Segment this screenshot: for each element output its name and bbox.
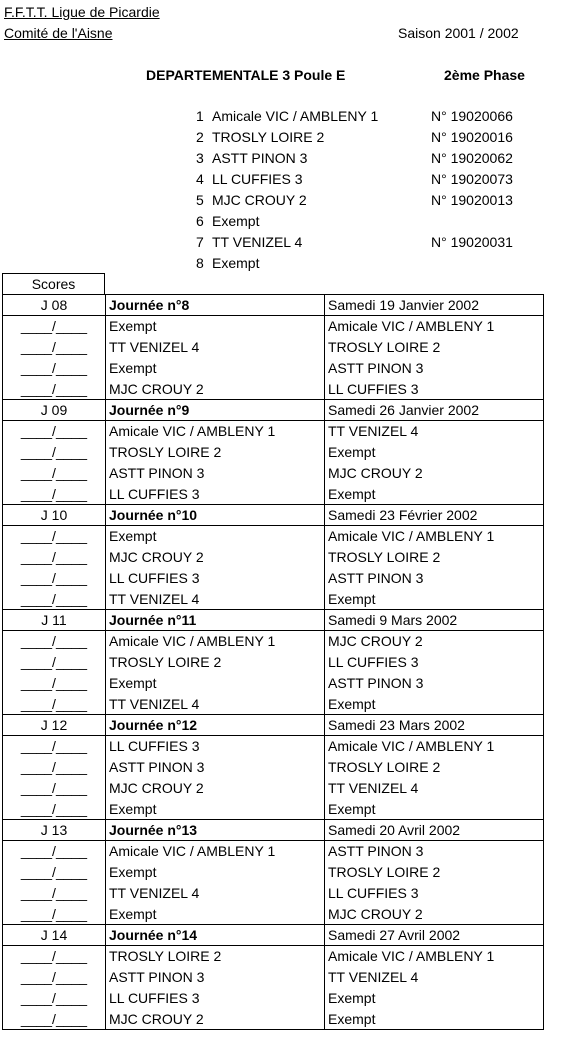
away-team: ASTT PINON 3 (325, 841, 544, 862)
team-name: LL CUFFIES 3 (212, 171, 303, 187)
round-date: Samedi 9 Mars 2002 (325, 610, 544, 631)
home-team: Exempt (106, 526, 325, 547)
match-row (3, 694, 544, 715)
team-number: 3 (196, 150, 204, 166)
round-date: Samedi 23 Mars 2002 (325, 715, 544, 736)
away-team: Amicale VIC / AMBLENY 1 (325, 316, 544, 337)
home-team: TT VENIZEL 4 (106, 883, 325, 904)
score-blank: ____/____ (3, 379, 106, 400)
match-row (3, 967, 544, 988)
home-team: MJC CROUY 2 (106, 1009, 325, 1030)
away-team: TT VENIZEL 4 (325, 421, 544, 442)
home-team: TT VENIZEL 4 (106, 337, 325, 358)
round-title: Journée n°14 (106, 925, 325, 946)
score-blank: ____/____ (3, 568, 106, 589)
team-registration: N° 19020016 (431, 129, 513, 145)
round-header-row (3, 505, 544, 526)
away-team: Amicale VIC / AMBLENY 1 (325, 526, 544, 547)
match-row (3, 841, 544, 862)
match-row (3, 988, 544, 1009)
match-row (3, 337, 544, 358)
score-blank: ____/____ (3, 841, 106, 862)
away-team: TROSLY LOIRE 2 (325, 337, 544, 358)
round-code: J 08 (3, 295, 106, 316)
away-team: TT VENIZEL 4 (325, 778, 544, 799)
round-code: J 12 (3, 715, 106, 736)
match-row (3, 904, 544, 925)
score-blank: ____/____ (3, 442, 106, 463)
away-team: Exempt (325, 484, 544, 505)
committee-title: Comité de l'Aisne (4, 25, 113, 41)
score-blank: ____/____ (3, 652, 106, 673)
round-title: Journée n°11 (106, 610, 325, 631)
home-team: LL CUFFIES 3 (106, 568, 325, 589)
team-name: Exempt (212, 213, 260, 229)
match-row (3, 358, 544, 379)
team-registration: N° 19020073 (431, 171, 513, 187)
score-blank: ____/____ (3, 484, 106, 505)
score-blank: ____/____ (3, 967, 106, 988)
home-team: TROSLY LOIRE 2 (106, 946, 325, 967)
team-name: ASTT PINON 3 (212, 150, 308, 166)
match-row (3, 568, 544, 589)
scores-header: Scores (2, 273, 105, 294)
away-team: LL CUFFIES 3 (325, 652, 544, 673)
away-team: LL CUFFIES 3 (325, 883, 544, 904)
round-date: Samedi 26 Janvier 2002 (325, 400, 544, 421)
team-registration: N° 19020031 (431, 234, 513, 250)
score-blank: ____/____ (3, 694, 106, 715)
away-team: Exempt (325, 1009, 544, 1030)
home-team: Amicale VIC / AMBLENY 1 (106, 631, 325, 652)
team-name: TT VENIZEL 4 (212, 234, 303, 250)
round-title: Journée n°9 (106, 400, 325, 421)
team-registration: N° 19020066 (431, 108, 513, 124)
match-row (3, 673, 544, 694)
schedule-table (2, 294, 544, 1030)
round-date: Samedi 20 Avril 2002 (325, 820, 544, 841)
away-team: Exempt (325, 442, 544, 463)
round-code: J 10 (3, 505, 106, 526)
round-title: Journée n°8 (106, 295, 325, 316)
home-team: LL CUFFIES 3 (106, 484, 325, 505)
team-number: 4 (196, 171, 204, 187)
home-team: Amicale VIC / AMBLENY 1 (106, 421, 325, 442)
division-title: DEPARTEMENTALE 3 Poule E (146, 67, 346, 83)
match-row (3, 862, 544, 883)
round-title: Journée n°10 (106, 505, 325, 526)
score-blank: ____/____ (3, 799, 106, 820)
home-team: MJC CROUY 2 (106, 778, 325, 799)
away-team: ASTT PINON 3 (325, 358, 544, 379)
match-row (3, 463, 544, 484)
round-header-row (3, 820, 544, 841)
team-number: 5 (196, 192, 204, 208)
match-row (3, 1009, 544, 1030)
match-row (3, 799, 544, 820)
round-header-row (3, 295, 544, 316)
score-blank: ____/____ (3, 589, 106, 610)
match-row (3, 757, 544, 778)
match-row (3, 631, 544, 652)
home-team: Exempt (106, 673, 325, 694)
home-team: TT VENIZEL 4 (106, 589, 325, 610)
away-team: Exempt (325, 988, 544, 1009)
match-row (3, 589, 544, 610)
away-team: ASTT PINON 3 (325, 568, 544, 589)
match-row (3, 778, 544, 799)
round-code: J 13 (3, 820, 106, 841)
team-number: 6 (196, 213, 204, 229)
score-blank: ____/____ (3, 883, 106, 904)
score-blank: ____/____ (3, 421, 106, 442)
home-team: Amicale VIC / AMBLENY 1 (106, 841, 325, 862)
score-blank: ____/____ (3, 946, 106, 967)
away-team: TROSLY LOIRE 2 (325, 757, 544, 778)
score-blank: ____/____ (3, 862, 106, 883)
home-team: MJC CROUY 2 (106, 379, 325, 400)
team-number: 7 (196, 234, 204, 250)
home-team: TT VENIZEL 4 (106, 694, 325, 715)
home-team: TROSLY LOIRE 2 (106, 652, 325, 673)
round-date: Samedi 23 Février 2002 (325, 505, 544, 526)
score-blank: ____/____ (3, 988, 106, 1009)
match-row (3, 736, 544, 757)
match-row (3, 421, 544, 442)
match-row (3, 547, 544, 568)
team-registration: N° 19020062 (431, 150, 513, 166)
home-team: MJC CROUY 2 (106, 547, 325, 568)
away-team: TT VENIZEL 4 (325, 967, 544, 988)
round-header-row (3, 925, 544, 946)
round-header-row (3, 610, 544, 631)
home-team: Exempt (106, 316, 325, 337)
round-title: Journée n°13 (106, 820, 325, 841)
score-blank: ____/____ (3, 337, 106, 358)
home-team: Exempt (106, 799, 325, 820)
away-team: ASTT PINON 3 (325, 673, 544, 694)
score-blank: ____/____ (3, 526, 106, 547)
round-date: Samedi 19 Janvier 2002 (325, 295, 544, 316)
home-team: Exempt (106, 904, 325, 925)
away-team: Amicale VIC / AMBLENY 1 (325, 946, 544, 967)
score-blank: ____/____ (3, 1009, 106, 1030)
home-team: ASTT PINON 3 (106, 757, 325, 778)
round-code: J 14 (3, 925, 106, 946)
score-blank: ____/____ (3, 904, 106, 925)
score-blank: ____/____ (3, 547, 106, 568)
round-code: J 11 (3, 610, 106, 631)
home-team: LL CUFFIES 3 (106, 736, 325, 757)
away-team: TROSLY LOIRE 2 (325, 862, 544, 883)
score-blank: ____/____ (3, 736, 106, 757)
away-team: MJC CROUY 2 (325, 463, 544, 484)
round-title: Journée n°12 (106, 715, 325, 736)
round-code: J 09 (3, 400, 106, 421)
home-team: ASTT PINON 3 (106, 463, 325, 484)
away-team: LL CUFFIES 3 (325, 379, 544, 400)
team-name: TROSLY LOIRE 2 (212, 129, 325, 145)
team-name: Amicale VIC / AMBLENY 1 (212, 108, 379, 124)
away-team: MJC CROUY 2 (325, 904, 544, 925)
away-team: Exempt (325, 694, 544, 715)
score-blank: ____/____ (3, 631, 106, 652)
round-header-row (3, 400, 544, 421)
team-registration: N° 19020013 (431, 192, 513, 208)
team-name: Exempt (212, 255, 260, 271)
team-number: 1 (196, 108, 204, 124)
away-team: Amicale VIC / AMBLENY 1 (325, 736, 544, 757)
team-name: MJC CROUY 2 (212, 192, 307, 208)
home-team: TROSLY LOIRE 2 (106, 442, 325, 463)
team-number: 8 (196, 255, 204, 271)
home-team: ASTT PINON 3 (106, 967, 325, 988)
away-team: MJC CROUY 2 (325, 631, 544, 652)
round-date: Samedi 27 Avril 2002 (325, 925, 544, 946)
match-row (3, 946, 544, 967)
home-team: Exempt (106, 358, 325, 379)
round-header-row (3, 715, 544, 736)
match-row (3, 442, 544, 463)
home-team: Exempt (106, 862, 325, 883)
match-row (3, 652, 544, 673)
match-row (3, 316, 544, 337)
home-team: LL CUFFIES 3 (106, 988, 325, 1009)
team-number: 2 (196, 129, 204, 145)
score-blank: ____/____ (3, 358, 106, 379)
score-blank: ____/____ (3, 316, 106, 337)
score-blank: ____/____ (3, 757, 106, 778)
away-team: Exempt (325, 799, 544, 820)
match-row (3, 484, 544, 505)
score-blank: ____/____ (3, 673, 106, 694)
match-row (3, 379, 544, 400)
away-team: Exempt (325, 589, 544, 610)
match-row (3, 526, 544, 547)
away-team: TROSLY LOIRE 2 (325, 547, 544, 568)
phase-label: 2ème Phase (444, 67, 525, 83)
score-blank: ____/____ (3, 463, 106, 484)
federation-title: F.F.T.T. Ligue de Picardie (4, 4, 160, 20)
score-blank: ____/____ (3, 778, 106, 799)
match-row (3, 883, 544, 904)
season-label: Saison 2001 / 2002 (398, 25, 519, 41)
